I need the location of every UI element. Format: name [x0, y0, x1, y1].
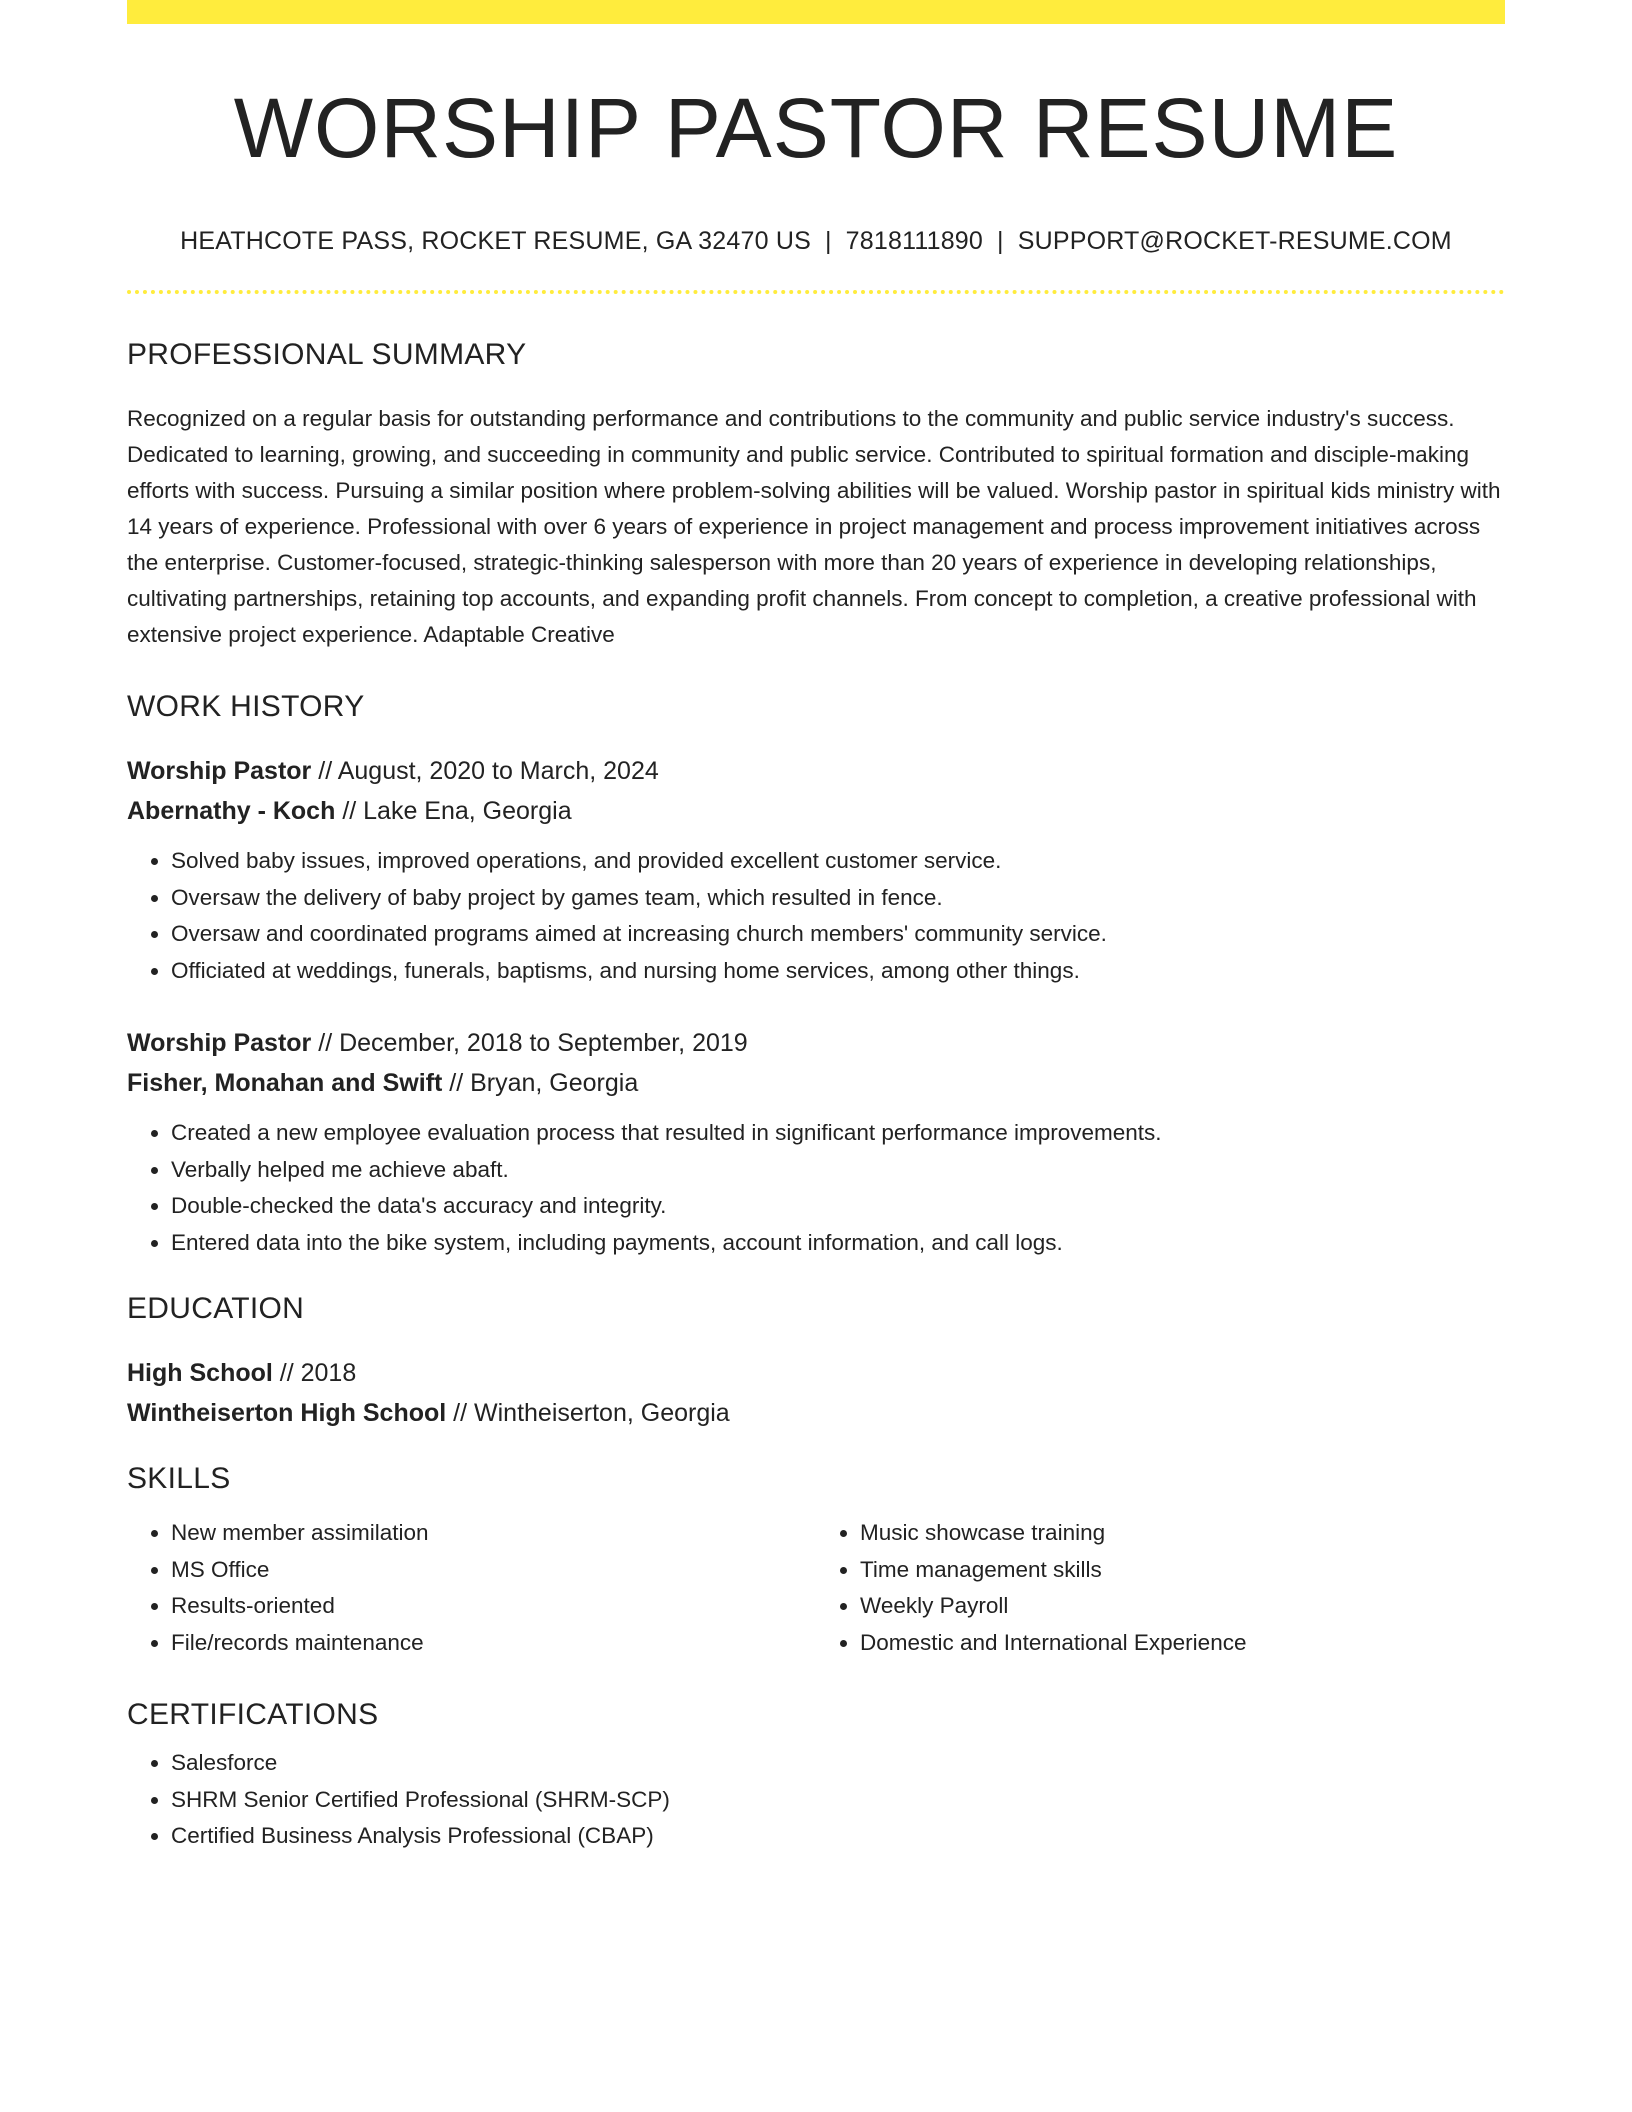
list-item: • Officiated at weddings, funerals, baptisms, and nursing home services, among other things. — [171, 953, 1505, 990]
list-item: • Domestic and International Experience — [860, 1625, 1505, 1662]
education-heading: EDUCATION — [127, 1292, 305, 1326]
skills-column-left — [127, 1515, 816, 1661]
list-item: • New member assimilation — [171, 1515, 816, 1552]
list-item: • Music showcase training — [860, 1515, 1505, 1552]
skills-heading: SKILLS — [127, 1462, 231, 1496]
education-school-line — [127, 1393, 1505, 1433]
job-dates: // December, 2018 to September, 2019 — [318, 1029, 748, 1058]
job-entry — [127, 1023, 1505, 1261]
list-item: • File/records maintenance — [171, 1625, 816, 1662]
job-location: // Bryan, Georgia — [449, 1069, 639, 1098]
resume-title: WORSHIP PASTOR RESUME — [233, 81, 1399, 175]
list-item: • Double-checked the data's accuracy and integrity. — [171, 1188, 1505, 1225]
contact-line — [127, 226, 1505, 256]
certifications-list — [127, 1745, 1505, 1855]
summary-text: Recognized on a regular basis for outstanding performance and contributions to the community and public service industry's success. Dedicated to learning, growing, and succeeding in community and public service. Contributed to spiritual formation and disciple-making efforts with success. Pursuing a similar position where problem-solving abilities will be valued. Worship pastor in spiritual kids ministry with 14 years of experience. Professional with over 6 years of experience in project management and process improvement initiatives across the enterprise. Customer-focused, strategic-thinking salesperson with more than 20 years of experience in developing relationships, cultivating partnerships, retaining top accounts, and expanding profit channels. From concept to completion, a creative professional with extensive project experience. Adaptable Creative — [127, 406, 1501, 648]
job-company: Fisher, Monahan and Swift — [127, 1069, 443, 1098]
job-title-line — [127, 751, 1505, 791]
list-item: • Results-oriented — [171, 1588, 816, 1625]
list-item: • Verbally helped me achieve abaft. — [171, 1152, 1505, 1189]
contact-phone: 7818111890 — [845, 227, 983, 256]
list-item: • Certified Business Analysis Professional (CBAP) — [171, 1818, 1505, 1855]
summary-heading: PROFESSIONAL SUMMARY — [127, 338, 527, 372]
education-location: // Wintheiserton, Georgia — [453, 1399, 730, 1428]
list-item: • Weekly Payroll — [860, 1588, 1505, 1625]
list-item: • Solved baby issues, improved operations, and provided excellent customer service. — [171, 843, 1505, 880]
certifications-heading: CERTIFICATIONS — [127, 1698, 379, 1732]
job-title-line — [127, 1023, 1505, 1063]
education-school: Wintheiserton High School — [127, 1399, 447, 1428]
list-item: • Oversaw and coordinated programs aimed at increasing church members' community service. — [171, 916, 1505, 953]
education-entry — [127, 1353, 1505, 1433]
job-title: Worship Pastor — [127, 1029, 312, 1058]
job-entry — [127, 751, 1505, 989]
list-item: • Salesforce — [171, 1745, 1505, 1782]
education-degree: High School — [127, 1359, 273, 1388]
resume-page — [127, 0, 1505, 1855]
job-company: Abernathy - Koch — [127, 797, 336, 826]
job-company-line — [127, 1063, 1505, 1103]
list-item: • MS Office — [171, 1552, 816, 1589]
list-item: • Time management skills — [860, 1552, 1505, 1589]
job-dates: // August, 2020 to March, 2024 — [318, 757, 659, 786]
top-accent-bar — [127, 0, 1505, 24]
skills-grid — [127, 1515, 1505, 1661]
job-bullets — [127, 1115, 1505, 1261]
contact-email[interactable]: SUPPORT@ROCKET-RESUME.COM — [1017, 227, 1452, 256]
skills-column-right — [816, 1515, 1505, 1661]
dotted-divider — [127, 290, 1505, 294]
job-title: Worship Pastor — [127, 757, 312, 786]
education-year: // 2018 — [279, 1359, 357, 1388]
contact-address: HEATHCOTE PASS, ROCKET RESUME, GA 32470 US — [180, 227, 811, 256]
list-item: • Oversaw the delivery of baby project by games team, which resulted in fence. — [171, 880, 1505, 917]
job-location: // Lake Ena, Georgia — [342, 797, 572, 826]
work-history-heading: WORK HISTORY — [127, 690, 365, 724]
contact-separator: | — [997, 227, 1004, 256]
contact-separator: | — [824, 227, 832, 256]
job-company-line — [127, 791, 1505, 831]
list-item: • Created a new employee evaluation process that resulted in significant performance improvements. — [171, 1115, 1505, 1152]
list-item: • SHRM Senior Certified Professional (SHRM-SCP) — [171, 1782, 1505, 1819]
list-item: • Entered data into the bike system, including payments, account information, and call logs. — [171, 1225, 1505, 1262]
job-bullets — [127, 843, 1505, 989]
education-degree-line — [127, 1353, 1505, 1393]
